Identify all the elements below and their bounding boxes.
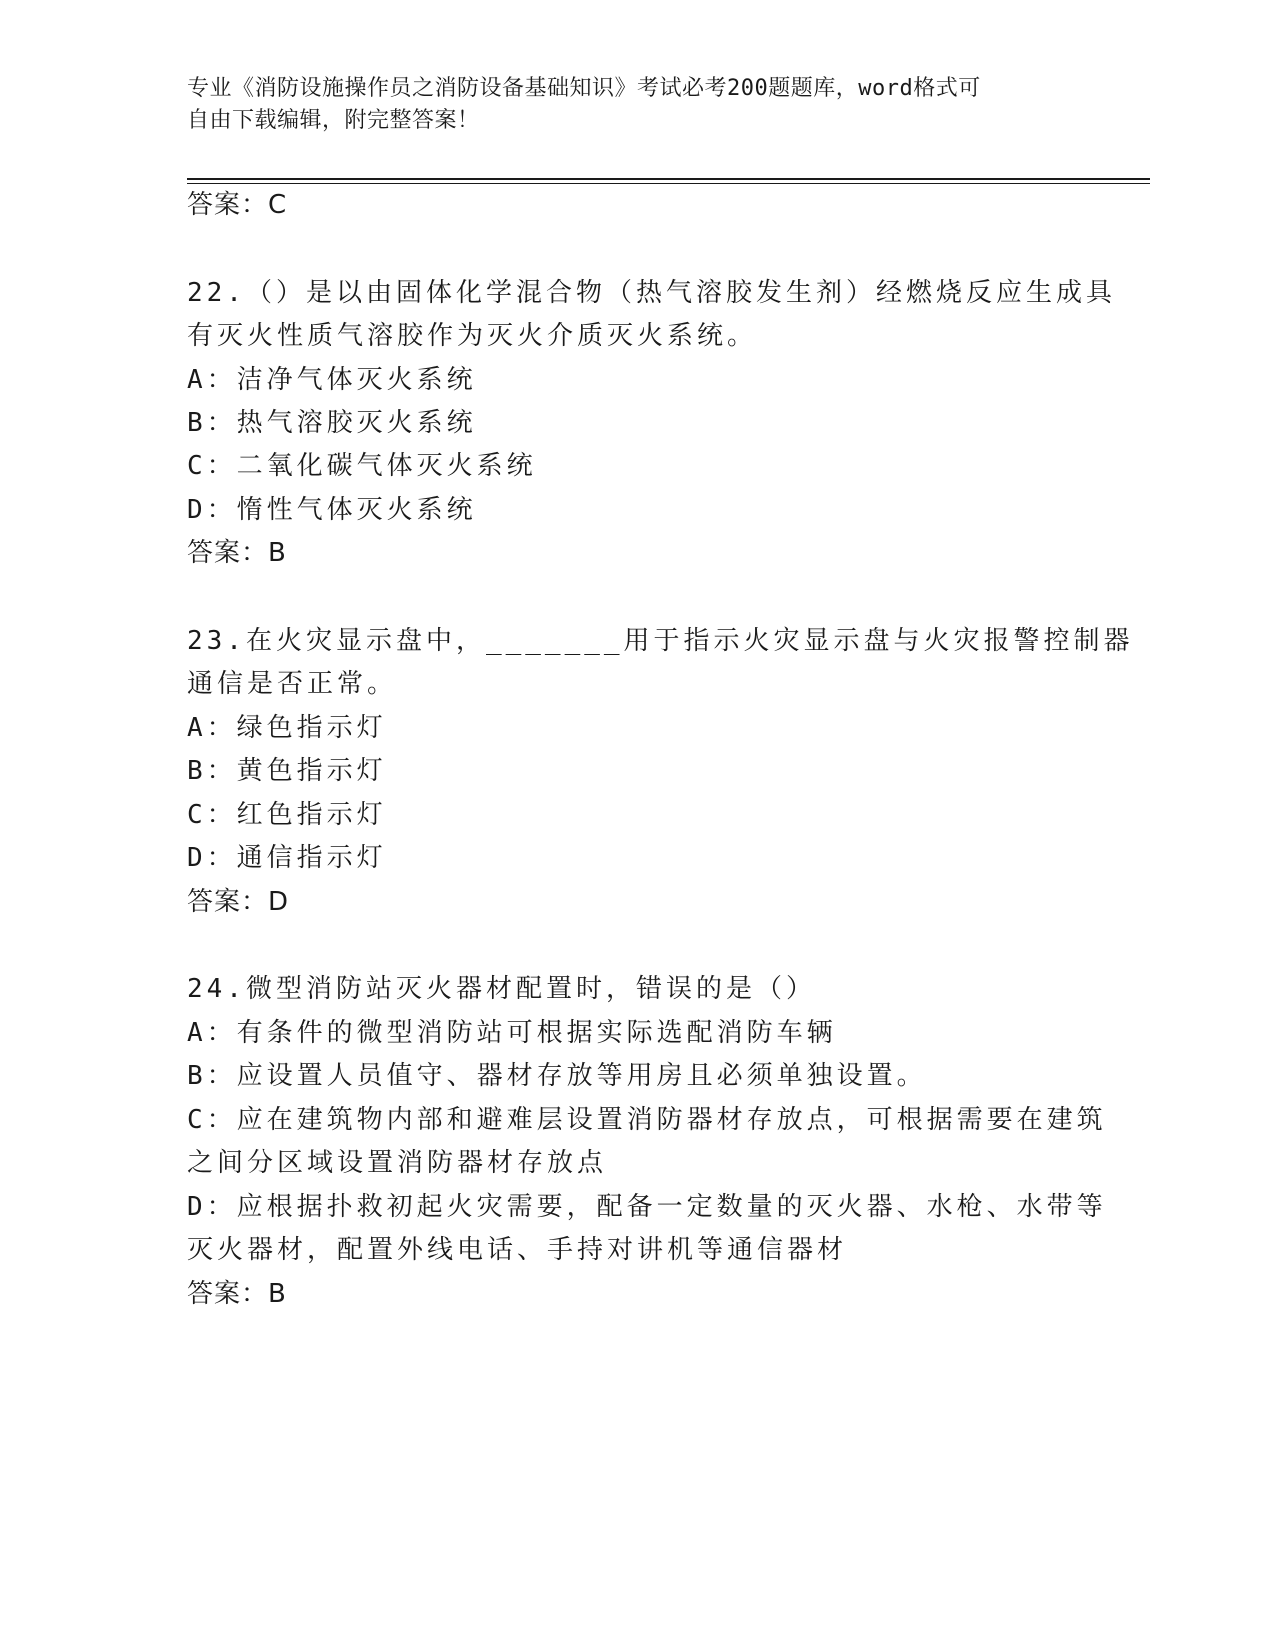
question-22-option-a: A：洁净气体灭火系统 — [187, 365, 477, 395]
question-23-option-a: A：绿色指示灯 — [187, 713, 387, 743]
question-24-option-c-line-1: C：应在建筑物内部和避难层设置消防器材存放点，可根据需要在建筑 — [187, 1105, 1107, 1135]
header-divider — [187, 178, 1150, 180]
question-22-option-d: D：惰性气体灭火系统 — [187, 495, 477, 525]
question-22-stem-line-1: 22.（）是以由固体化学混合物（热气溶胶发生剂）经燃烧反应生成具 — [187, 278, 1116, 308]
answer-line: 答案：C — [187, 190, 288, 220]
header-line-2: 自由下载编辑，附完整答案！ — [187, 108, 480, 133]
question-24-option-d-line-1: D：应根据扑救初起火灾需要，配备一定数量的灭火器、水枪、水带等 — [187, 1192, 1107, 1222]
question-24-answer: 答案：B — [187, 1279, 287, 1309]
question-24-option-a: A：有条件的微型消防站可根据实际选配消防车辆 — [187, 1018, 837, 1048]
page-header — [187, 73, 1067, 137]
question-23-answer: 答案：D — [187, 887, 290, 917]
question-23-stem-line-1: 23.在火灾显示盘中，_______用于指示火灾显示盘与火灾报警控制器 — [187, 626, 1134, 656]
question-23-option-b: B：黄色指示灯 — [187, 756, 387, 786]
question-22-stem-line-2: 有灭火性质气溶胶作为灭火介质灭火系统。 — [187, 321, 758, 351]
question-23-option-c: C：红色指示灯 — [187, 800, 387, 830]
header-line-1: 专业《消防设施操作员之消防设备基础知识》考试必考200题题库，word格式可 — [187, 76, 981, 101]
question-22-answer: 答案：B — [187, 538, 287, 568]
question-24-option-d-line-2: 灭火器材，配置外线电话、手持对讲机等通信器材 — [187, 1235, 848, 1265]
header-divider-thin — [187, 183, 1150, 184]
question-22-option-b: B：热气溶胶灭火系统 — [187, 408, 477, 438]
question-23-option-d: D：通信指示灯 — [187, 843, 387, 873]
question-24-stem-line-1: 24.微型消防站灭火器材配置时，错误的是（） — [187, 974, 816, 1004]
question-24-option-c-line-2: 之间分区域设置消防器材存放点 — [187, 1148, 608, 1178]
question-23-stem-line-2: 通信是否正常。 — [187, 669, 398, 699]
question-22-option-c: C：二氧化碳气体灭火系统 — [187, 451, 537, 481]
question-24-option-b: B：应设置人员值守、器材存放等用房且必须单独设置。 — [187, 1061, 927, 1091]
